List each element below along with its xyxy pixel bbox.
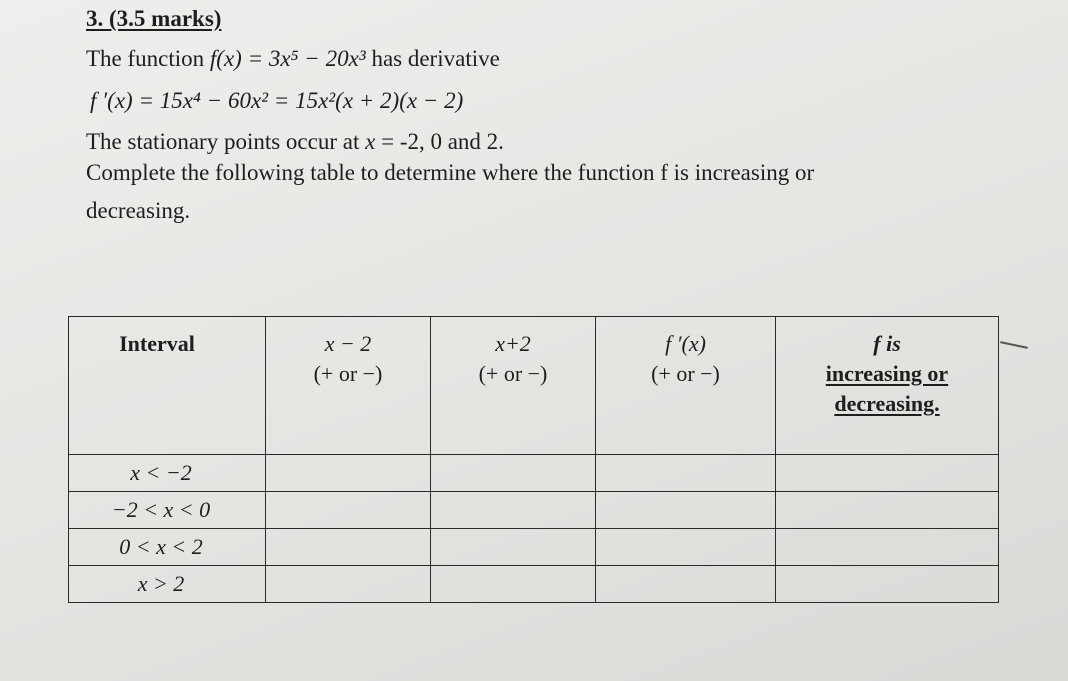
answer-cell-x-minus-2[interactable] [266, 566, 431, 603]
header-behaviour-bot: decreasing. [834, 391, 940, 416]
answer-cell-derivative[interactable] [596, 455, 776, 492]
answer-cell-x-plus-2[interactable] [431, 529, 596, 566]
table-row [69, 492, 999, 529]
header-x-plus-2 [431, 317, 596, 455]
header-derivative [596, 317, 776, 455]
answer-cell-derivative[interactable] [596, 529, 776, 566]
derivative-expression: f ′(x) = 15x⁴ − 60x² = 15x²(x + 2)(x − 2) [90, 88, 464, 113]
answer-cell-x-plus-2[interactable] [431, 455, 596, 492]
header-interval [69, 317, 266, 455]
answer-cell-behaviour[interactable] [776, 566, 999, 603]
question-heading: 3. (3.5 marks) [86, 6, 222, 31]
answer-cell-x-plus-2[interactable] [431, 566, 596, 603]
answer-cell-derivative[interactable] [596, 566, 776, 603]
sign-table [68, 316, 999, 603]
header-behaviour-top: f is [873, 331, 901, 356]
answer-cell-behaviour[interactable] [776, 455, 999, 492]
header-x-minus-2-label: x − 2 [324, 331, 372, 356]
table-row [69, 529, 999, 566]
stationary-points-text: The stationary points occur at [86, 129, 366, 154]
pen-mark [1000, 341, 1028, 349]
answer-cell-x-plus-2[interactable] [431, 492, 596, 529]
interval-cell: −2 < x < 0 [69, 492, 266, 529]
function-statement-tail: has derivative [365, 46, 500, 71]
header-x-minus-2 [266, 317, 431, 455]
header-behaviour [776, 317, 999, 455]
answer-cell-behaviour[interactable] [776, 529, 999, 566]
interval-cell: 0 < x < 2 [69, 529, 266, 566]
header-x-minus-2-sub: (+ or −) [313, 361, 383, 386]
table-row [69, 455, 999, 492]
answer-cell-derivative[interactable] [596, 492, 776, 529]
header-x-plus-2-label: x+2 [495, 331, 531, 356]
answer-cell-x-minus-2[interactable] [266, 529, 431, 566]
stationary-points-var: x [365, 129, 376, 154]
header-interval-label: Interval [119, 331, 195, 356]
instruction-line-2: decreasing. [86, 198, 191, 223]
function-statement [86, 46, 500, 72]
header-row [69, 317, 999, 455]
header-derivative-label: f ′(x) [665, 331, 706, 356]
answer-cell-x-minus-2[interactable] [266, 455, 431, 492]
header-x-plus-2-sub: (+ or −) [478, 361, 548, 386]
stationary-points-values: = -2, 0 and 2. [375, 129, 504, 154]
instruction-line-1: Complete the following table to determine where the function f is increasing or [86, 160, 815, 185]
interval-cell: x > 2 [69, 566, 266, 603]
answer-cell-x-minus-2[interactable] [266, 492, 431, 529]
header-derivative-sub: (+ or −) [651, 361, 720, 386]
stationary-points-statement [86, 129, 504, 155]
interval-cell: x < −2 [69, 455, 266, 492]
function-statement-text: The function [86, 46, 210, 71]
function-expression: f(x) = 3x⁵ − 20x³ [209, 46, 366, 71]
header-behaviour-mid: increasing or [825, 361, 949, 386]
answer-cell-behaviour[interactable] [776, 492, 999, 529]
table-row [69, 566, 999, 603]
